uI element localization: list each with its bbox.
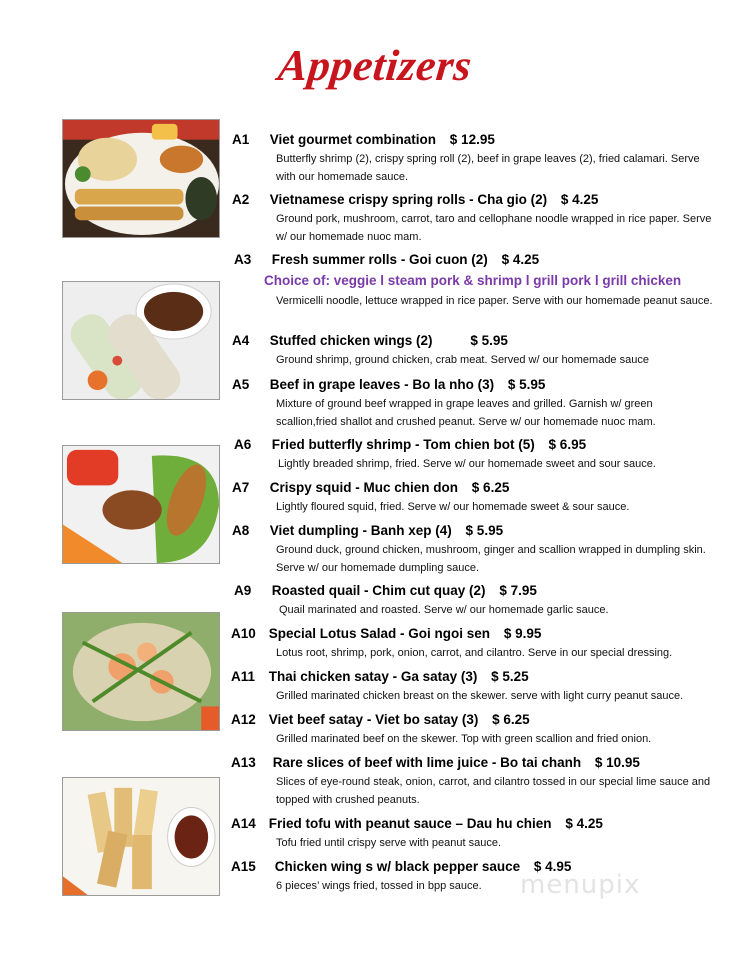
- item-code: A9: [234, 583, 252, 598]
- item-name: Special Lotus Salad - Goi ngoi sen: [268, 626, 491, 641]
- item-price: $ 9.95: [503, 626, 542, 641]
- item-description: 6 pieces’ wings fried, tossed in bpp sauce.: [276, 880, 482, 892]
- item-code: A8: [232, 523, 250, 538]
- item-description: Lightly breaded shrimp, fried. Serve w/ our homemade sweet and sour sauce.: [278, 458, 656, 470]
- item-price: $ 6.25: [471, 480, 510, 495]
- item-code: A2: [232, 192, 250, 207]
- item-description: Butterfly shrimp (2), crispy spring roll (2), beef in grape leaves (2), fried calamari. Serve with our homemade sauce.: [276, 153, 700, 183]
- item-code: A1: [232, 132, 250, 147]
- item-name: Fried tofu with peanut sauce – Dau hu chien: [268, 816, 552, 831]
- item-name: Viet dumpling - Banh xep (4): [269, 523, 452, 538]
- item-name: Beef in grape leaves - Bo la nho (3): [269, 377, 495, 392]
- page-title: Appetizers: [275, 41, 475, 90]
- item-description: Ground pork, mushroom, carrot, taro and cellophane noodle wrapped in rice paper. Serve w/ our homemade nuoc mam.: [276, 213, 712, 243]
- watermark-logo: menupix: [520, 870, 641, 900]
- item-price: $ 4.95: [533, 859, 572, 874]
- combination-platter-photo: [62, 119, 220, 238]
- item-description: Grilled marinated beef on the skewer. Top with green scallion and fried onion.: [276, 733, 652, 745]
- summer-rolls-photo: [62, 281, 220, 400]
- item-price: $ 4.25: [560, 192, 599, 207]
- item-name: Fried butterfly shrimp - Tom chien bot (5): [271, 437, 535, 452]
- item-name: Vietnamese crispy spring rolls - Cha gio (2): [269, 192, 548, 207]
- item-description: Lotus root, shrimp, pork, onion, carrot, and cilantro. Serve in our special dressing.: [276, 647, 673, 659]
- item-name: Stuffed chicken wings (2): [269, 333, 433, 348]
- chicken-wing-photo: [62, 445, 220, 564]
- item-name: Viet gourmet combination: [269, 132, 437, 147]
- item-price: $ 5.25: [491, 669, 529, 684]
- item-code: A15: [231, 859, 256, 874]
- item-name: Viet beef satay - Viet bo satay (3): [268, 712, 479, 727]
- fried-tofu-photo: [62, 777, 220, 896]
- item-price: $ 5.95: [465, 523, 504, 538]
- item-description: Tofu fried until crispy serve with peanut sauce.: [276, 837, 502, 849]
- item-price: $ 4.25: [501, 252, 540, 267]
- item-description: Mixture of ground beef wrapped in grape leaves and grilled. Garnish w/ green scallion,fried shallot and crushed peanut. Serve w/ our homemade nuoc mam.: [276, 398, 656, 428]
- item-code: A7: [232, 480, 250, 495]
- item-name: Rare slices of beef with lime juice - Bo tai chanh: [272, 755, 582, 770]
- item-name: Thai chicken satay - Ga satay (3): [268, 669, 478, 684]
- lotus-salad-photo: [62, 612, 220, 731]
- item-choice-options: Choice of: veggie l steam pork & shrimp l grill pork l grill chicken: [264, 273, 682, 288]
- item-price: $ 7.95: [499, 583, 537, 598]
- item-name: Fresh summer rolls - Goi cuon (2): [271, 252, 488, 267]
- item-code: A11: [231, 669, 256, 684]
- item-price: $ 5.95: [507, 377, 546, 392]
- item-description: Quail marinated and roasted. Serve w/ our homemade garlic sauce.: [279, 604, 609, 616]
- item-price: $ 6.95: [548, 437, 587, 452]
- item-price: $ 4.25: [565, 816, 603, 831]
- item-description: Slices of eye-round steak, onion, carrot, and cilantro tossed in our special lime sauce and topped with crushed peanuts.: [276, 776, 711, 806]
- item-description: Lightly floured squid, fried. Serve w/ our homemade sweet & sour sauce.: [276, 501, 630, 513]
- item-code: A4: [232, 333, 250, 348]
- item-code: A3: [234, 252, 252, 267]
- item-name: Roasted quail - Chim cut quay (2): [271, 583, 486, 598]
- item-code: A12: [231, 712, 256, 727]
- item-price: $ 6.25: [492, 712, 530, 727]
- item-price: $ 10.95: [594, 755, 640, 770]
- item-price: $ 12.95: [449, 132, 495, 147]
- item-description: Grilled marinated chicken breast on the skewer. serve with light curry peanut sauce.: [276, 690, 684, 702]
- item-price: $ 5.95: [470, 333, 508, 348]
- item-code: A5: [232, 377, 250, 392]
- item-name: Crispy squid - Muc chien don: [269, 480, 459, 495]
- item-code: A10: [231, 626, 256, 641]
- item-code: A13: [231, 755, 256, 770]
- item-code: A6: [234, 437, 252, 452]
- item-name: Chicken wing s w/ black pepper sauce: [274, 859, 521, 874]
- item-description: Ground duck, ground chicken, mushroom, ginger and scallion wrapped in dumpling skin. Serve w/ our homemade dumpling sauce.: [276, 544, 706, 574]
- item-code: A14: [231, 816, 256, 831]
- item-description: Vermicelli noodle, lettuce wrapped in rice paper. Serve with our homemade peanut sauce.: [276, 295, 713, 307]
- item-description: Ground shrimp, ground chicken, crab meat. Served w/ our homemade sauce: [276, 354, 649, 366]
